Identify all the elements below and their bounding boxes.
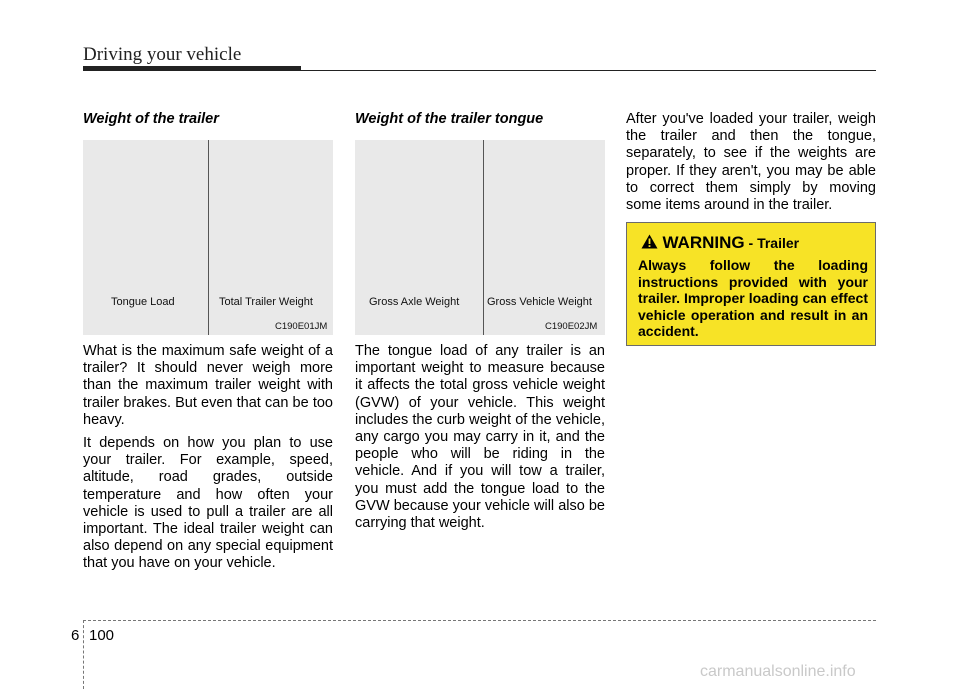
figure-code: C190E02JM — [545, 321, 598, 332]
figure-label-gross-axle-weight: Gross Axle Weight — [369, 296, 460, 308]
figure-trailer-weight — [83, 140, 333, 335]
col1-paragraph-1: What is the maximum safe weight of a trailer? It should never weigh more than the maximum trailer weight with trailer brakes. But even that can be too heavy. — [83, 343, 333, 428]
figure-label-total-trailer-weight: Total Trailer Weight — [219, 296, 313, 308]
col2-paragraph-1: The tongue load of any trailer is an important weight to measure because it affects the total gross vehicle weight (GVW) of your vehicle. This weight includes the curb weight of the vehicle, any cargo you may carry in it, and the people who will be riding in the vehicle. And if you will tow a trailer, you must add the tongue load to the GVW because your vehicle will also be carrying that weight. — [355, 343, 605, 532]
figure-divider — [483, 140, 484, 335]
page-header-title: Driving your vehicle — [83, 44, 242, 65]
col1-body — [83, 343, 333, 579]
warning-triangle-icon — [641, 234, 658, 249]
figure-divider — [208, 140, 209, 335]
warning-subtitle: - Trailer — [744, 235, 800, 251]
col1-paragraph-2: It depends on how you plan to use your trailer. For example, speed, altitude, road grades, outside temperature and how often your vehicle is used to pull a trailer are all important. The ideal trailer weight can also depend on any special equipment that you have on your vehicle. — [83, 435, 333, 572]
warning-text: Always follow the loading instructions provided with your trailer. Improper loading can effect vehicle operation and result in an accident. — [638, 257, 868, 339]
page-section-number: 6 — [71, 627, 80, 644]
figure-label-gross-vehicle-weight: Gross Vehicle Weight — [487, 296, 592, 308]
header-rule-thick — [83, 66, 301, 71]
col3-body — [626, 111, 876, 220]
figure-label-tongue-load: Tongue Load — [111, 296, 175, 308]
col2-body — [355, 343, 605, 538]
figure-tongue-weight — [355, 140, 605, 335]
warning-word: WARNING — [662, 233, 745, 252]
figure-code: C190E01JM — [275, 321, 328, 332]
col3-paragraph-1: After you've loaded your trailer, weigh the trailer and then the tongue, separately, to see if the weights are proper. If they aren't, you may be able to correct them simply by moving some items around in the trailer. — [626, 111, 876, 214]
header-rule-thin — [301, 70, 876, 71]
page-number: 100 — [89, 627, 115, 644]
warning-box — [626, 222, 876, 346]
section-heading-trailer-weight: Weight of the trailer — [83, 111, 219, 127]
footer-divider — [83, 620, 84, 689]
warning-title — [641, 233, 799, 253]
section-heading-tongue-weight: Weight of the trailer tongue — [355, 111, 544, 127]
watermark: carmanualsonline.info — [700, 663, 856, 680]
footer-rule — [83, 620, 876, 621]
